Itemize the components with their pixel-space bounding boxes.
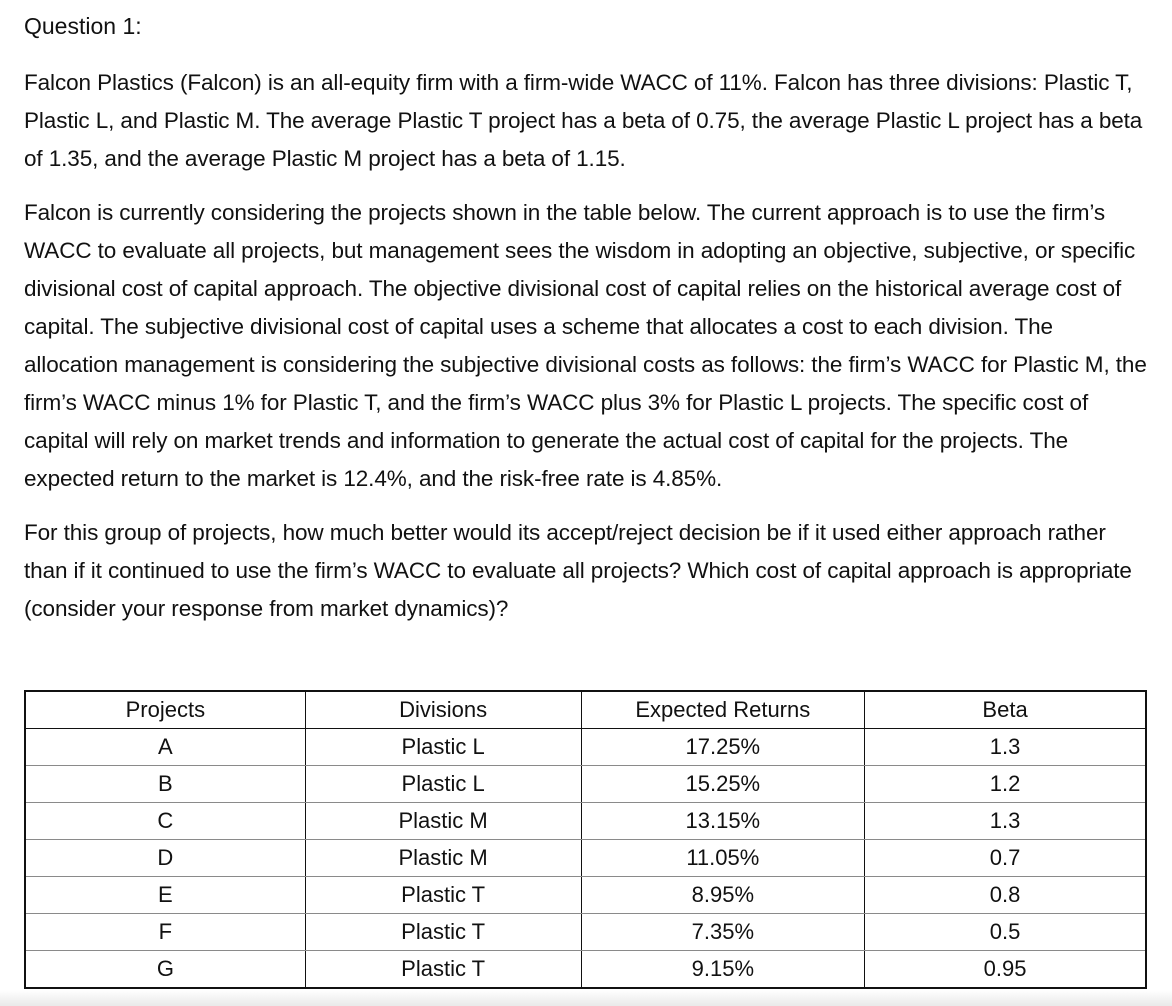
table-row <box>25 877 1146 914</box>
cell-division: Plastic L <box>305 729 581 766</box>
cell-beta: 1.3 <box>865 803 1146 840</box>
cell-expected-return: 13.15% <box>581 803 865 840</box>
cell-beta: 0.7 <box>865 840 1146 877</box>
table-row <box>25 840 1146 877</box>
prompt-paragraph: For this group of projects, how much better would its accept/reject decision be if it used either approach rather than if it continued to use the firm’s WACC to evaluate all projects? Which cost of capital approach is appropriate (consider your response from market dynamics)? <box>24 520 1132 621</box>
cell-beta: 0.8 <box>865 877 1146 914</box>
cell-project: B <box>25 766 305 803</box>
cell-expected-return: 7.35% <box>581 914 865 951</box>
cell-expected-return: 9.15% <box>581 951 865 989</box>
cell-division: Plastic M <box>305 840 581 877</box>
header-projects: Projects <box>25 691 305 729</box>
table-row <box>25 729 1146 766</box>
header-divisions: Divisions <box>305 691 581 729</box>
table-row <box>25 803 1146 840</box>
cell-division: Plastic T <box>305 951 581 989</box>
table-header-row <box>25 691 1146 729</box>
cell-expected-return: 8.95% <box>581 877 865 914</box>
projects-table <box>24 690 1147 989</box>
cell-beta: 1.3 <box>865 729 1146 766</box>
projects-table-container <box>24 690 1147 989</box>
cell-expected-return: 17.25% <box>581 729 865 766</box>
cell-beta: 0.95 <box>865 951 1146 989</box>
cell-project: A <box>25 729 305 766</box>
cell-project: F <box>25 914 305 951</box>
bottom-edge-shading <box>0 990 1172 1006</box>
cell-division: Plastic L <box>305 766 581 803</box>
table-row <box>25 766 1146 803</box>
table-row <box>25 914 1146 951</box>
cell-project: D <box>25 840 305 877</box>
header-beta: Beta <box>865 691 1146 729</box>
context-paragraph: Falcon is currently considering the projects shown in the table below. The current approach is to use the firm’s WACC to evaluate all projects, but management sees the wisdom in adopting an objective, subjective, or specific divisional cost of capital approach. The objective divisional cost of capital relies on the historical average cost of capital. The subjective divisional cost of capital uses a scheme that allocates a cost to each division. The allocation management is considering the subjective divisional costs as follows: the firm’s WACC for Plastic M, the firm’s WACC minus 1% for Plastic T, and the firm’s WACC plus 3% for Plastic L projects. The specific cost of capital will rely on market trends and information to generate the actual cost of capital for the projects. The expected return to the market is 12.4%, and the risk-free rate is 4.85%. <box>24 200 1147 491</box>
cell-expected-return: 15.25% <box>581 766 865 803</box>
cell-project: G <box>25 951 305 989</box>
cell-beta: 1.2 <box>865 766 1146 803</box>
cell-expected-return: 11.05% <box>581 840 865 877</box>
header-expected-returns: Expected Returns <box>581 691 865 729</box>
cell-division: Plastic M <box>305 803 581 840</box>
cell-beta: 0.5 <box>865 914 1146 951</box>
question-document <box>24 10 1152 644</box>
cell-division: Plastic T <box>305 914 581 951</box>
cell-project: C <box>25 803 305 840</box>
question-heading: Question 1: <box>24 13 142 39</box>
intro-paragraph: Falcon Plastics (Falcon) is an all-equity firm with a firm-wide WACC of 11%. Falcon has three divisions: Plastic T, Plastic L, and Plastic M. The average Plastic T project has a beta of 0.75, the average Plastic L project has a beta of 1.35, and the average Plastic M project has a beta of 1.15. <box>24 70 1143 171</box>
cell-project: E <box>25 877 305 914</box>
table-row <box>25 951 1146 989</box>
cell-division: Plastic T <box>305 877 581 914</box>
